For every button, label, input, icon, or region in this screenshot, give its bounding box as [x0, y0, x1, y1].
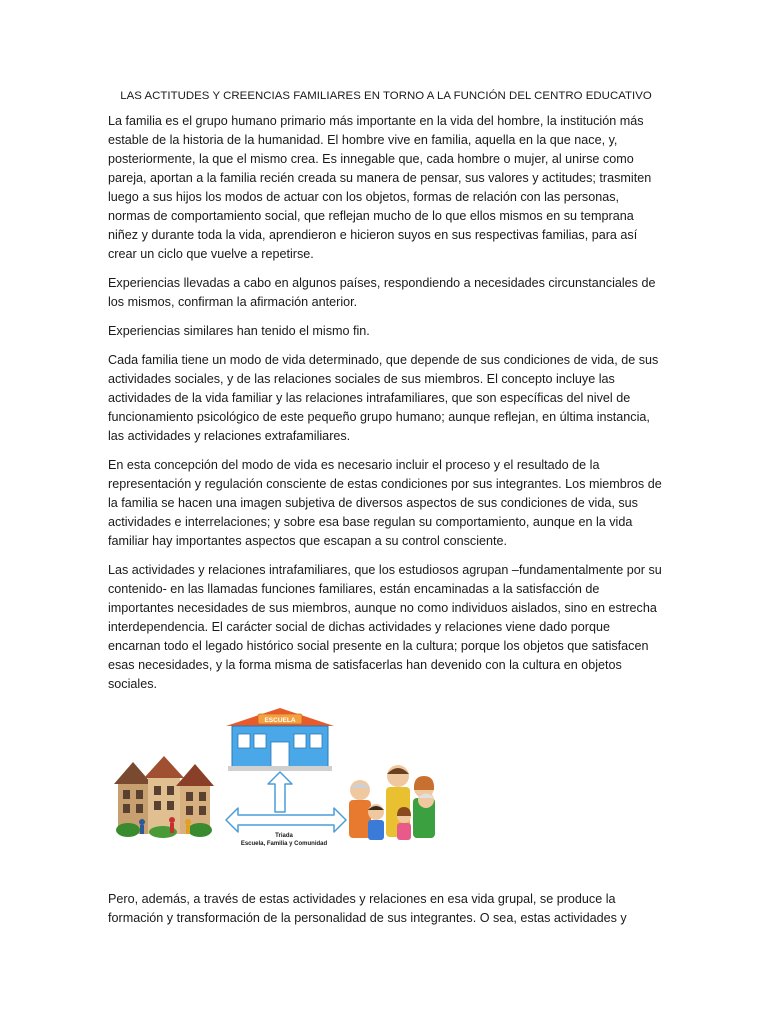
triad-caption-subtitle: Escuela, Familia y Comunidad — [240, 841, 328, 847]
triad-illustration — [108, 704, 664, 864]
closing-paragraph: Pero, además, a través de estas actividades y relaciones en esa vida grupal, se produce la formación y transformación de la personalidad de sus integrantes. O sea, estas actividades y — [108, 892, 627, 925]
document-page — [108, 90, 664, 938]
triad-illustration-svg — [108, 704, 664, 864]
paragraph-5: En esta concepción del modo de vida es necesario incluir el proceso y el resultado de la representación y regulación consciente de estas condiciones por sus integrantes. Los miembros de la familia se hacen una imagen subjetiva de diversos aspectos de sus condiciones de vida, sus actividades e interrelaciones; y sobre esa base regulan su comportamiento, aunque en la vida familiar hay importantes aspectos que escapan a su control consciente. — [108, 458, 662, 548]
community-houses-icon — [114, 756, 214, 838]
paragraph-2: Experiencias llevadas a cabo en algunos países, respondiendo a necesidades circunstanciales de los mismos, confirman la afirmación anterior. — [108, 276, 656, 309]
family-icon — [349, 765, 435, 840]
triad-arrows-icon — [226, 772, 346, 832]
paragraph-6: Las actividades y relaciones intrafamiliares, que los estudiosos agrupan –fundamentalmente por su contenido- en las llamadas funciones familiares, están encaminadas a la satisfacción de importantes necesidades de sus miembros, aunque no como individuos aislados, sino en estrecha interdependencia. El carácter social de dichas actividades y relaciones viene dado porque encarnan todo el legado histórico social presente en la cultura; porque los objetos que satisfacen esas necesidades, y la forma misma de satisfacerlas han devenido con la cultura en objetos sociales. — [108, 563, 662, 691]
paragraph-1: La familia es el grupo humano primario más importante en la vida del hombre, la institución más estable de la historia de la humanidad. El hombre vive en familia, aquella en la que nace, y, posteriormente, la que el mismo crea. Es innegable que, cada hombre o mujer, al unirse como pareja, aportan a la familia recién creada su manera de pensar, sus valores y actitudes; trasmiten luego a sus hijos los modos de actuar con los objetos, formas de relación con las personas, normas de comportamiento social, que reflejan mucho de lo que ellos mismos en su temprana niñez y durante toda la vida, aprendieron e hicieron suyos en sus respectivas familias, para así crear un ciclo que vuelve a repetirse. — [108, 114, 652, 261]
paragraph-4: Cada familia tiene un modo de vida determinado, que depende de sus condiciones de vida, de sus actividades sociales, y de las relaciones sociales de sus miembros. El concepto incluye las actividades de la vida familiar y las relaciones intrafamiliares, que son específicas del nivel de funcionamiento psicológico de este pequeño grupo humano; aunque reflejan, en última instancia, las actividades y relaciones extrafamiliares. — [108, 353, 659, 443]
document-title: LAS ACTITUDES Y CREENCIAS FAMILIARES EN TORNO A LA FUNCIÓN DEL CENTRO EDUCATIVO — [120, 90, 652, 102]
triad-caption-title: Triada — [275, 833, 293, 839]
paragraph-3: Experiencias similares han tenido el mismo fin. — [108, 324, 370, 338]
school-sign-label: ESCUELA — [264, 717, 296, 724]
